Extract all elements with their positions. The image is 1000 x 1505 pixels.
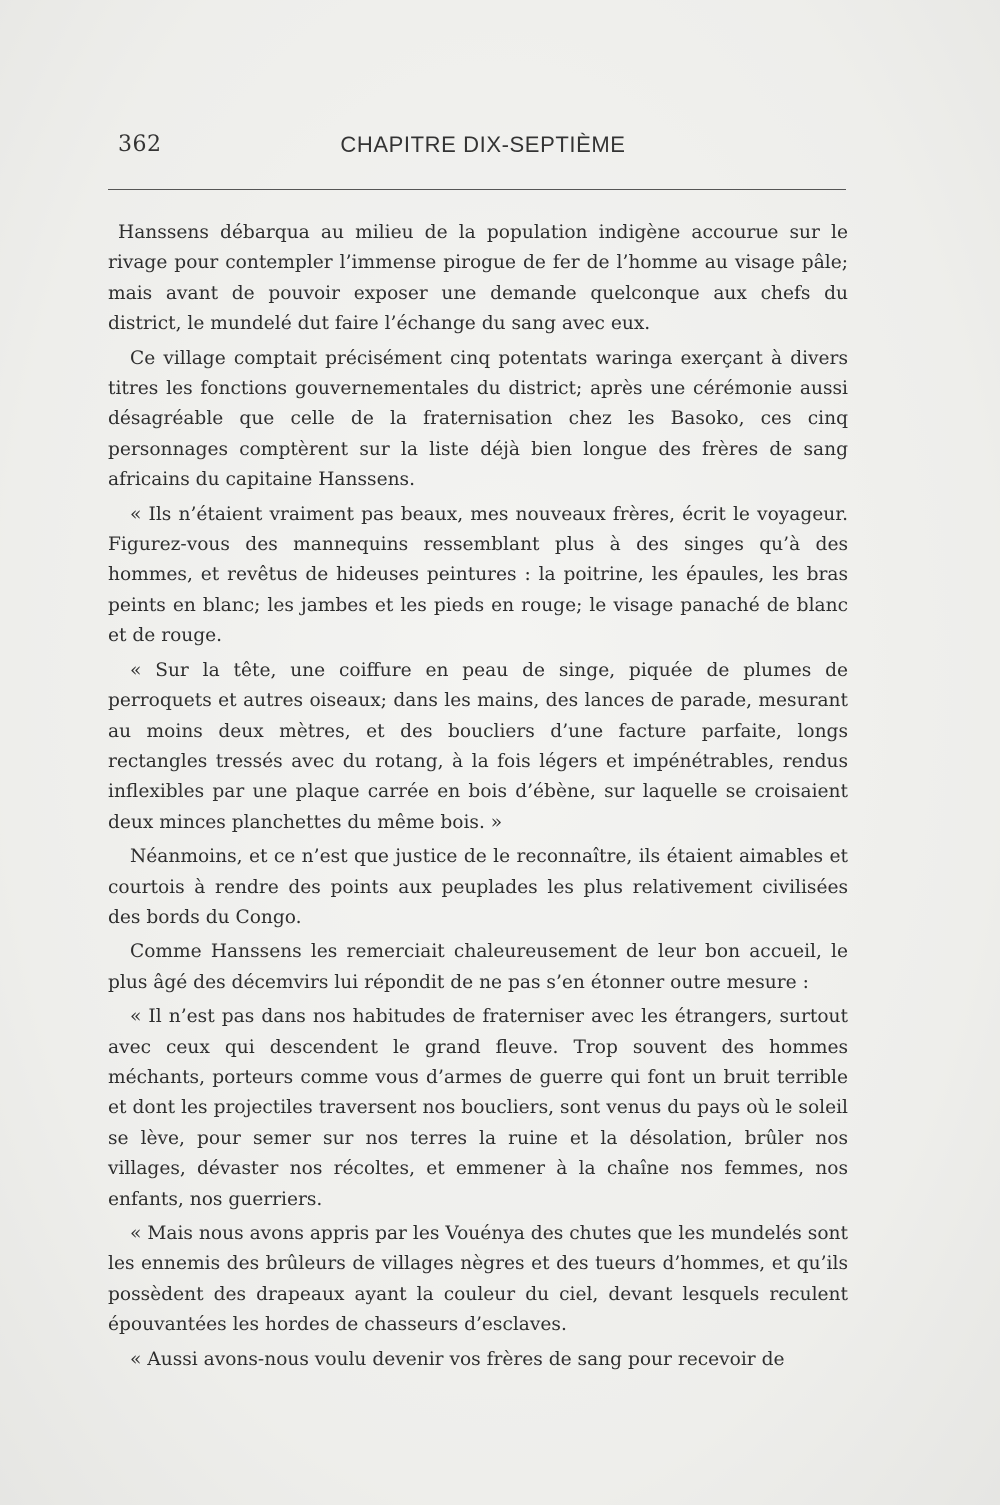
paragraph: « Aussi avons-nous voulu devenir vos frères de sang pour recevoir de bbox=[130, 1348, 785, 1370]
paragraph: « Il n’est pas dans nos habitudes de fraterniser avec les étrangers, surtout avec ceux qui descendent le grand fleuve. Trop souvent des hommes méchants, porteurs comme vous d’armes de guerre qui font un bruit terrible et dont les projectiles traversent nos boucliers, sont venus du pays où le soleil se lève, pour semer sur nos terres la ruine et la désolation, brûler nos villages, dévaster nos récoltes, et emmener à la chaîne nos femmes, nos enfants, nos guerriers. bbox=[108, 1006, 848, 1210]
paragraph: Hanssens débarqua au milieu de la population indigène accourue sur le rivage pour contempler l’immense pirogue de fer de l’homme au visage pâle; mais avant de pouvoir exposer une demande quelconque aux chefs du district, le mundelé dut faire l’échange du sang avec eux. bbox=[108, 222, 848, 335]
paragraph: Ce village comptait précisément cinq potentats waringa exerçant à divers titres les fonctions gouvernementales du district; après une cérémonie aussi désagréable que celle de la fraternisation chez les Basoko, ces cinq personnages comptèrent sur la liste déjà bien longue des frères de sang africains du capitaine Hanssens. bbox=[108, 347, 848, 491]
body-text bbox=[108, 218, 848, 1379]
paragraph: « Sur la tête, une coiffure en peau de singe, piquée de plumes de perroquets et autres oiseaux; dans les mains, des lances de parade, mesurant au moins deux mètres, et des boucliers d’une facture parfaite, longs rectangles tressés avec du rotang, à la fois légers et impénétrables, rendus inflexibles par une plaque carrée en bois d’ébène, sur laquelle se croisaient deux minces planchettes du même bois. » bbox=[108, 659, 848, 833]
paragraph: Néanmoins, et ce n’est que justice de le reconnaître, ils étaient aimables et courtois à rendre des points aux peuplades les plus relativement civilisées des bords du Congo. bbox=[108, 846, 848, 928]
header-rule bbox=[108, 189, 846, 190]
page-header bbox=[118, 132, 848, 164]
running-title: CHAPITRE DIX-SEPTIÈME bbox=[340, 132, 626, 157]
page-number: 362 bbox=[118, 132, 162, 157]
paragraph: « Mais nous avons appris par les Vouénya des chutes que les mundelés sont les ennemis des brûleurs de villages nègres et des tueurs d’hommes, et qu’ils possèdent des drapeaux ayant la couleur du ciel, devant lesquels reculent épouvantées les hordes de chasseurs d’esclaves. bbox=[108, 1223, 848, 1336]
paragraph: « Ils n’étaient vraiment pas beaux, mes nouveaux frères, écrit le voyageur. Figurez-vous des mannequins ressemblant plus à des singes qu’à des hommes, et revêtus de hideuses peintures : la poitrine, les épaules, les bras peints en blanc; les jambes et les pieds en rouge; le visage panaché de blanc et de rouge. bbox=[108, 503, 848, 647]
paragraph: Comme Hanssens les remerciait chaleureusement de leur bon accueil, le plus âgé des décemvirs lui répondit de ne pas s’en étonner outre mesure : bbox=[108, 941, 848, 993]
